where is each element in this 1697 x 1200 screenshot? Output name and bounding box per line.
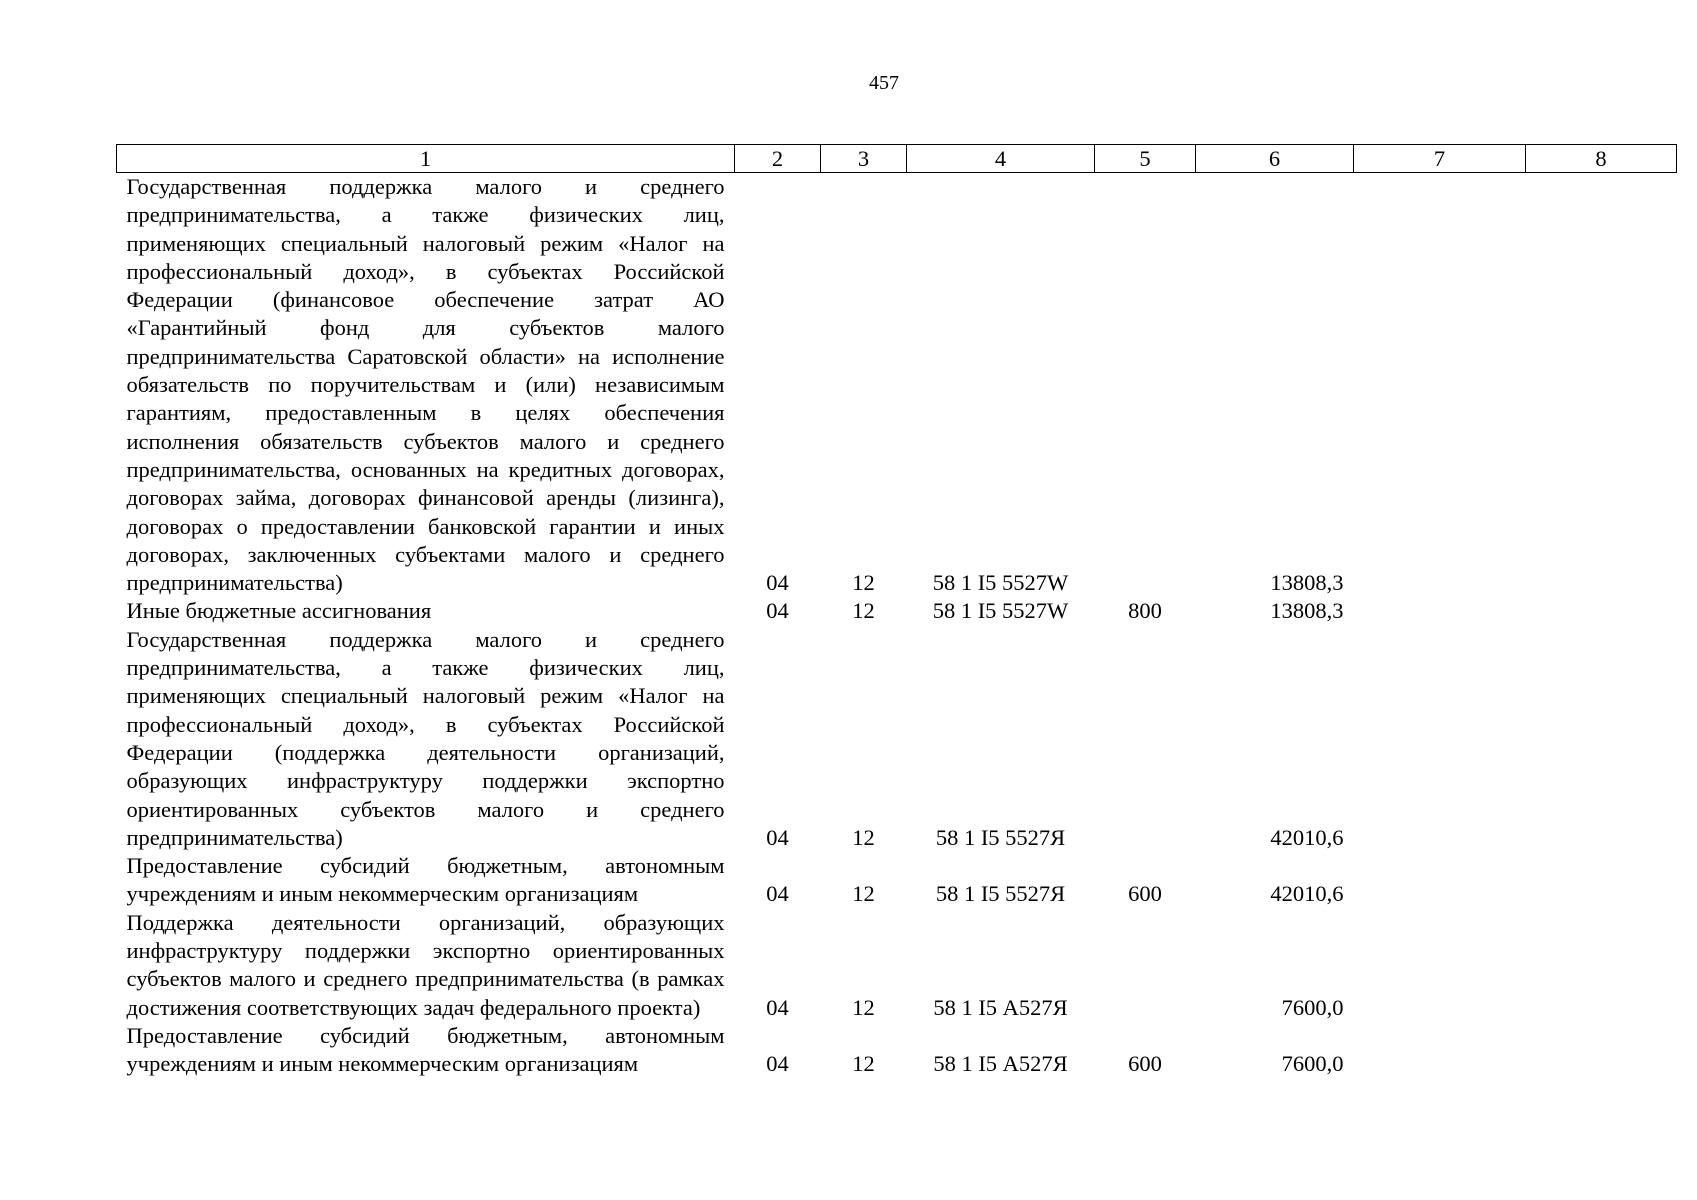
header-row [117,145,1677,173]
row-amount: 7600,0 [1281,1051,1344,1077]
row-target: 58 1 I5 5527W [932,598,1069,624]
row-section: 04 [766,570,789,596]
table-row [117,626,1677,852]
row-name: Государственная поддержка малого и среднего предпринимательства, а также физических лиц, применяющих специальный налоговый режим «Налог на профессиональный доход», в субъектах Российской Федерации (финансовое обеспечение затрат АО «Гарантийный фонд для субъектов малого предпринимательства Саратовской области» на исполнение обязательств по поручительствам и (или) независимым гарантиям, предоставленным в целях обеспечения исполнения обязательств субъектов малого и среднего предпринимательства, основанных на кредитных договорах, договорах займа, договорах финансовой аренды (лизинга), договорах о предоставлении банковской гарантии и иных договорах, заключенных субъектами малого и среднего предпринимательства) [126,174,725,596]
row-expense-type: 600 [1128,881,1162,907]
column-header-8: 8 [1526,145,1677,173]
row-section: 04 [766,824,789,850]
column-header-6: 6 [1196,145,1354,173]
row-col7 [1354,1022,1526,1079]
table-header [117,145,1677,173]
column-header-3: 3 [821,145,907,173]
row-expense-type [1095,909,1196,1022]
row-amount: 13808,3 [1270,598,1344,624]
table-row [117,597,1677,625]
row-col8 [1526,852,1677,909]
row-col7 [1354,173,1526,598]
row-subsection: 12 [852,824,875,850]
row-amount: 13808,3 [1270,570,1344,596]
row-section: 04 [766,994,789,1020]
row-amount: 42010,6 [1270,824,1344,850]
column-header-1: 1 [117,145,735,173]
row-subsection: 12 [852,570,875,596]
row-expense-type: 600 [1128,1051,1162,1077]
row-target: 58 1 I5 5527Я [935,881,1066,907]
row-amount: 7600,0 [1281,994,1344,1020]
row-amount: 42010,6 [1270,881,1344,907]
row-section: 04 [766,598,789,624]
row-col7 [1354,852,1526,909]
row-section: 04 [766,1051,789,1077]
row-name: Государственная поддержка малого и среднего предпринимательства, а также физических лиц, применяющих специальный налоговый режим «Налог на профессиональный доход», в субъектах Российской Федерации (поддержка деятельности организаций, образующих инфраструктуру поддержки экспортно ориентированных субъектов малого и среднего предпринимательства) [126,626,725,850]
table-body [117,173,1677,1079]
row-name: Поддержка деятельности организаций, образующих инфраструктуру поддержки экспортно ориентированных субъектов малого и среднего предпринимательства (в рамках достижения соответствующих задач федерального проекта) [126,909,725,1020]
row-expense-type [1095,626,1196,852]
row-col8 [1526,173,1677,598]
row-subsection: 12 [852,881,875,907]
row-section: 04 [766,881,789,907]
row-col8 [1526,626,1677,852]
column-header-2: 2 [735,145,821,173]
row-col7 [1354,626,1526,852]
row-name: Предоставление субсидий бюджетным, автономным учреждениям и иным некоммерческим организациям [126,853,725,907]
table-row [117,173,1677,598]
row-col8 [1526,597,1677,625]
row-target: 58 1 I5 А527Я [933,994,1068,1020]
row-col7 [1354,597,1526,625]
row-target: 58 1 I5 5527Я [935,824,1066,850]
row-col8 [1526,909,1677,1022]
column-header-4: 4 [907,145,1095,173]
column-header-7: 7 [1354,145,1526,173]
row-expense-type [1095,173,1196,598]
table-row [117,852,1677,909]
row-col7 [1354,909,1526,1022]
row-col8 [1526,1022,1677,1079]
page-number: 457 [869,72,899,94]
row-name: Иные бюджетные ассигнования [126,598,432,624]
table-row [117,1022,1677,1079]
row-subsection: 12 [852,994,875,1020]
column-header-5: 5 [1095,145,1196,173]
table-row [117,909,1677,1022]
row-subsection: 12 [852,598,875,624]
budget-table [116,144,1677,1079]
row-subsection: 12 [852,1051,875,1077]
row-name: Предоставление субсидий бюджетным, автономным учреждениям и иным некоммерческим организациям [126,1022,725,1077]
row-expense-type: 800 [1128,598,1162,624]
row-target: 58 1 I5 5527W [932,570,1069,596]
row-target: 58 1 I5 А527Я [933,1051,1068,1077]
